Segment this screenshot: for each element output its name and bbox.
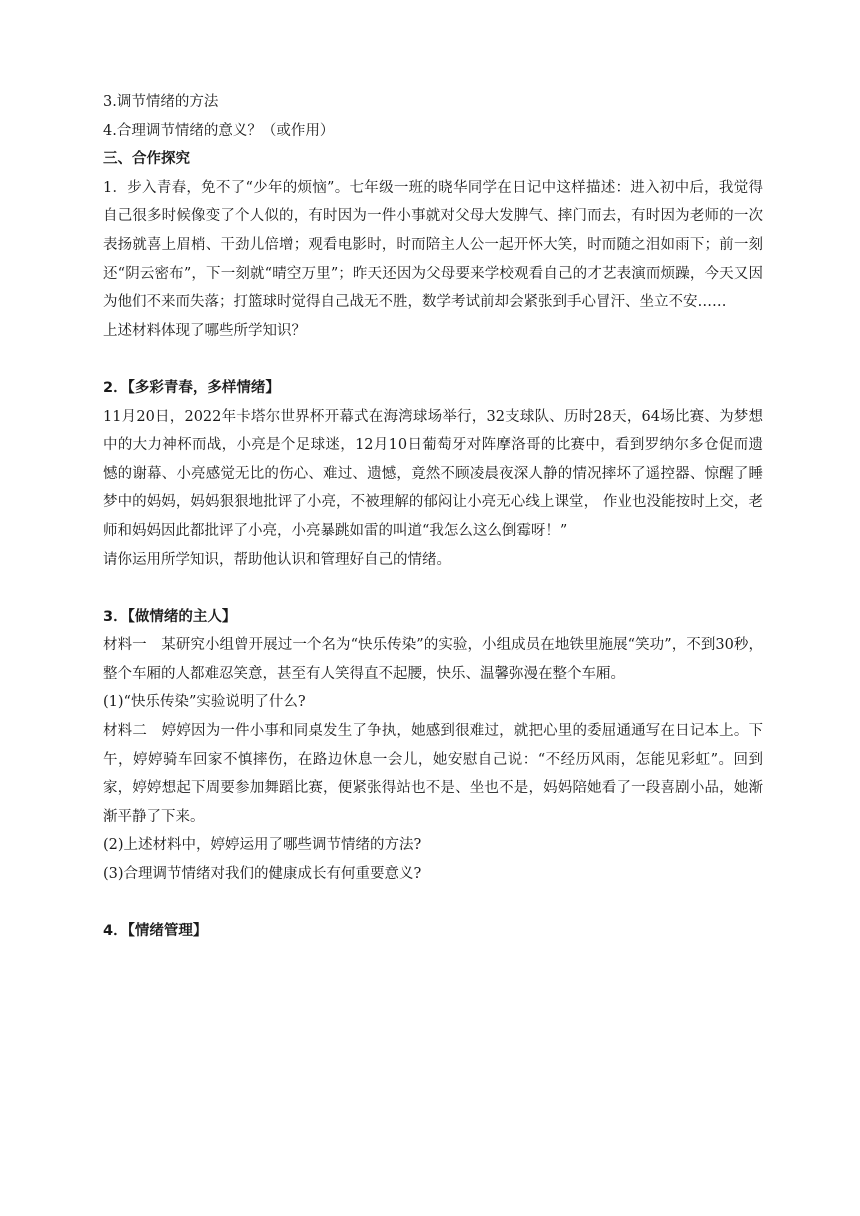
q1-question: 上述材料体现了哪些所学知识？	[103, 322, 306, 339]
q1-paragraph: 1．步入青春，免不了“少年的烦恼”。七年级一班的晓华同学在日记中这样描述：进入初中后，我觉得自己很多时候像变了个人似的，有时因为一件小事就对父母大发脾气、摔门而去，有时因为老师的一次表扬就喜上眉梢、干劲儿倍增；观看电影时，时而陪主人公一起开怀大笑，时而随之泪如雨下；前一刻还“阴云密布”，下一刻就“晴空万里”；昨天还因为父母要来学校观看自己的才艺表演而烦躁，今天又因为他们不来而失落；打篮球时觉得自己战无不胜，数学考试前却会紧张到手心冒汗、坐立不安……	[103, 179, 763, 311]
q3-subquestion-2: (2)上述材料中，婷婷运用了哪些调节情绪的方法?	[103, 837, 422, 854]
item-meaning: 4.合理调节情绪的意义？（或作用）	[103, 122, 335, 139]
q2-paragraph: 11月20日，2022年卡塔尔世界杯开幕式在海湾球场举行，32支球队、历时28天，64场比赛、为梦想中的大力神杯而战，小亮是个足球迷，12月10日葡萄牙对阵摩洛哥的比赛中，看到罗纳尔多仓促而遗憾的谢幕、小亮感觉无比的伤心、难过、遗憾，竟然不顾凌晨夜深人静的情况摔坏了遥控器、惊醒了睡梦中的妈妈，妈妈狠狠地批评了小亮，不被理解的郁闷让小亮无心线上课堂， 作业也没能按时上交，老师和妈妈因此都批评了小亮，小亮暴跳如雷的叫道“我怎么这么倒霉呀！”	[103, 408, 763, 539]
q3-subquestion-1: (1)“快乐传染”实验说明了什么?	[103, 694, 306, 711]
q3-material-1: 材料一 某研究小组曾开展过一个名为“快乐传染”的实验，小组成员在地铁里施展“笑功”，不到30秒，整个车厢的人都难忍笑意，甚至有人笑得直不起腰，快乐、温馨弥漫在整个车厢。	[103, 637, 763, 682]
spacer	[103, 345, 763, 374]
document-body	[103, 88, 763, 946]
q4-title: 4．【情绪管理】	[103, 923, 208, 940]
q3-subquestion-3: (3)合理调节情绪对我们的健康成长有何重要意义?	[103, 866, 422, 883]
spacer	[103, 574, 763, 603]
spacer	[103, 889, 763, 918]
q3-title: 3．【做情绪的主人】	[103, 608, 237, 625]
section-heading: 三、合作探究	[103, 151, 190, 168]
q3-material-2: 材料二 婷婷因为一件小事和同桌发生了争执，她感到很难过，就把心里的委屈通通写在日记本上。下午，婷婷骑车回家不慎摔伤，在路边休息一会儿，她安慰自己说：“不经历风雨，怎能见彩虹”。回到家，婷婷想起下周要参加舞蹈比赛，便紧张得站也不是、坐也不是，妈妈陪她看了一段喜剧小品，她渐渐平静了下来。	[103, 723, 763, 825]
item-method: 3.调节情绪的方法	[103, 94, 219, 110]
q2-title: 2．【多彩青春，多样情绪】	[103, 379, 280, 396]
q2-question: 请你运用所学知识，帮助他认识和管理好自己的情绪。	[103, 551, 451, 568]
